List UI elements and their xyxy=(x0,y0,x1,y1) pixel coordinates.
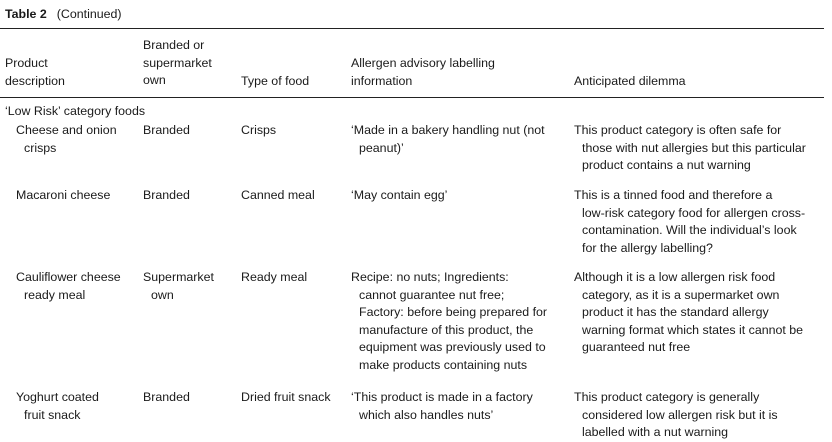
header-type: Type of food xyxy=(241,74,310,88)
header-brand: Branded or supermarket own xyxy=(143,38,212,88)
row-4-dilemma: This product category is generally considered low allergen risk but it is labelled with a nut warning xyxy=(574,390,778,440)
row-2-labelling: ‘May contain egg’ xyxy=(351,188,448,202)
row-4-labelling: ‘This product is made in a factory which also handles nuts’ xyxy=(351,390,533,422)
header-dilemma: Anticipated dilemma xyxy=(574,74,686,88)
row-2-brand: Branded xyxy=(143,188,190,202)
row-1-type: Crisps xyxy=(241,123,277,137)
row-1-labelling: ‘Made in a bakery handling nut (not peanut)’ xyxy=(351,123,545,155)
row-1-product: Cheese and onion crisps xyxy=(16,123,117,155)
section-heading: ‘Low Risk’ category foods xyxy=(5,104,146,118)
row-3-type: Ready meal xyxy=(241,270,308,284)
row-3-product: Cauliflower cheese ready meal xyxy=(16,270,121,302)
row-3-dilemma: Although it is a low allergen risk food category, as it is a supermarket own product it has the standard allergy warning format which states it cannot be guaranteed nut free xyxy=(574,270,804,355)
row-2-type: Canned meal xyxy=(241,188,315,202)
row-4-type: Dried fruit snack xyxy=(241,390,331,404)
header-rule xyxy=(0,97,824,98)
top-rule xyxy=(0,28,824,29)
row-3-brand: Supermarket own xyxy=(143,270,214,302)
row-4-product: Yoghurt coated fruit snack xyxy=(16,390,99,422)
row-1-brand: Branded xyxy=(143,123,190,137)
table-continued-note: (Continued) xyxy=(56,7,122,21)
row-2-product: Macaroni cheese xyxy=(16,188,111,202)
row-4-brand: Branded xyxy=(143,390,190,404)
row-1-dilemma: This product category is often safe for those with nut allergies but this particular product contains a nut warning xyxy=(574,123,806,173)
table-label: Table 2 xyxy=(5,7,47,21)
table-caption xyxy=(5,6,122,24)
header-product: Product description xyxy=(5,56,65,88)
row-2-dilemma: This is a tinned food and therefore a low-risk category food for allergen cross- contamination. Will the individual’s look for the allergy labelling? xyxy=(574,188,806,255)
header-labelling: Allergen advisory labelling information xyxy=(351,56,495,88)
row-3-labelling: Recipe: no nuts; Ingredients: cannot guarantee nut free; Factory: before being prepared for manufacture of this product, the equipment was previously used to make products containing nuts xyxy=(351,270,548,372)
